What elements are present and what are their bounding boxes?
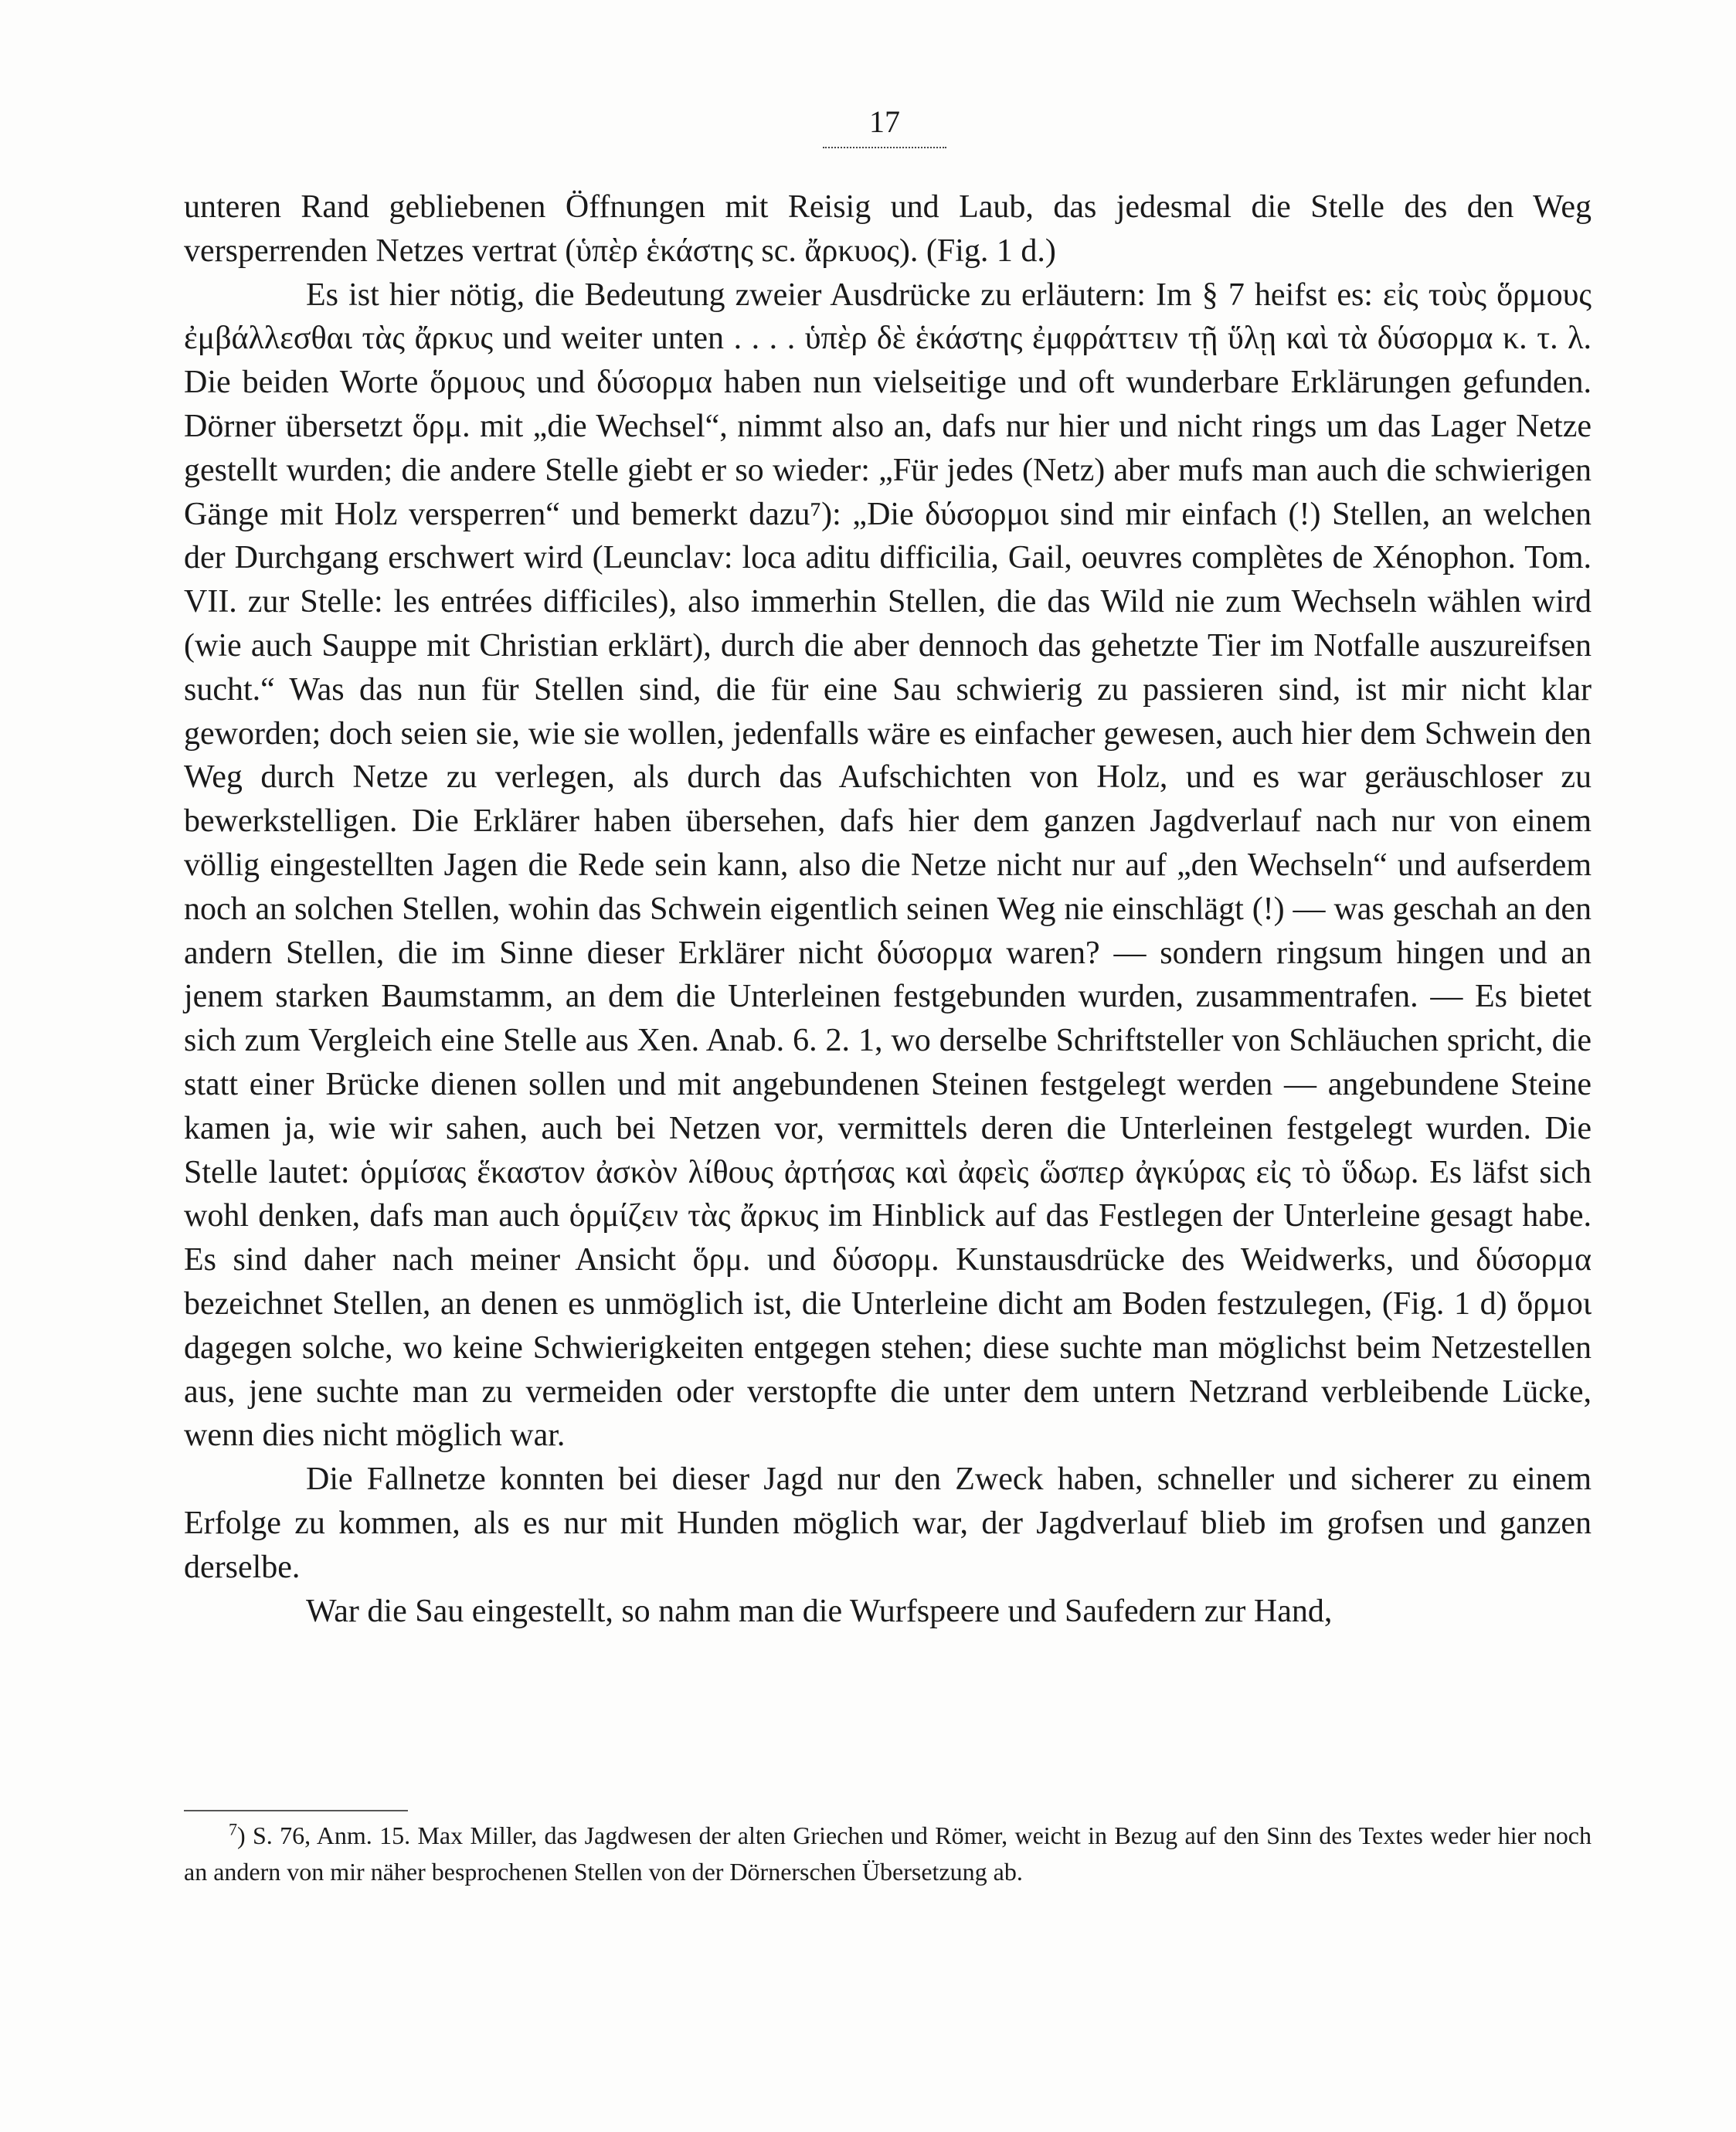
footnote bbox=[184, 1818, 1592, 1890]
paragraph-fallnetze: Die Fallnetze konnten bei dieser Jagd nur den Zweck haben, schneller und sicherer zu einem Erfolge zu kommen, als es nur mit Hunden möglich war, der Jagdverlauf blieb im grofsen und ganzen derselbe. bbox=[184, 1462, 1592, 1585]
paragraph-continuation: unteren Rand gebliebenen Öffnungen mit Reisig und Laub, das jedesmal die Stelle des den Weg versperrenden Netzes vertrat (ὑπὲρ ἑκάστης sc. ἄρκυος). (Fig. 1 d.) bbox=[184, 189, 1592, 269]
footnote-marker: 7 bbox=[229, 1819, 237, 1839]
paragraph-terms: Es ist hier nötig, die Bedeutung zweier Ausdrücke zu erläutern: Im § 7 heifst es: εἰς τοὺς ὅρμους ἐμβάλλεσθαι τὰς ἄρκυς und weiter unten . . . . ὑπὲρ δὲ ἑκάστης ἐμφράττειν τῇ ὕλῃ καὶ τὰ δύσορμα κ. τ. λ. Die beiden Worte ὅρμους und δύσορμα haben nun vielseitige und oft wunderbare Erklärungen gefunden. Dörner übersetzt ὅρμ. mit „die Wechsel“, nimmt also an, dafs nur hier und nicht rings um das Lager Netze gestellt wurden; die andere Stelle giebt er so wieder: „Für jedes (Netz) aber mufs man auch die schwierigen Gänge mit Holz versperren“ und bemerkt dazu⁷): „Die δύσορμοι sind mir einfach (!) Stellen, an welchen der Durchgang erschwert wird (Leunclav: loca aditu difficilia, Gail, oeuvres complètes de Xénophon. Tom. VII. zur Stelle: les entrées difficiles), also immerhin Stellen, die das Wild nie zum Wechseln wählen wird (wie auch Sauppe mit Christian erklärt), durch die aber dennoch das gehetzte Tier im Notfalle auszureifsen sucht.“ Was das nun für Stellen sind, die für eine Sau schwierig zu passieren sind, ist mir nicht klar geworden; doch seien sie, wie sie wollen, jedenfalls wäre es einfacher gewesen, auch hier dem Schwein den Weg durch Netze zu verlegen, als durch das Aufschichten von Holz, und es war geräuschloser zu bewerkstelligen. Die Erklärer haben übersehen, dafs hier dem ganzen Jagdverlauf nach nur von einem völlig eingestellten Jagen die Rede sein kann, also die Netze nicht nur auf „den Wechseln“ und aufserdem noch an solchen Stellen, wohin das Schwein eigentlich seinen Weg nie einschlägt (!) — was geschah an den andern Stellen, die im Sinne dieser Erklärer nicht δύσορμα waren? — sondern ringsum hingen und an jenem starken Baumstamm, an dem die Unterleinen festgebunden wurden, zusammentrafen. — Es bietet sich zum Vergleich eine Stelle aus Xen. Anab. 6. 2. 1, wo derselbe Schriftsteller von Schläuchen spricht, die statt einer Brücke dienen sollen und mit angebundenen Steinen festgelegt werden — angebundene Steine kamen ja, wie wir sahen, auch bei Netzen vor, vermittels deren die Unterleinen festgelegt wurden. Die Stelle lautet: ὁρμίσας ἕκαστον ἀσκὸν λίθους ἀρτήσας καὶ ἀφεὶς ὥσπερ ἀγκύρας εἰς τὸ ὕδωρ. Es läfst sich wohl denken, dafs man auch ὁρμίζειν τὰς ἄρκυς im Hinblick auf das Festlegen der Unterleine gesagt habe. Es sind daher nach meiner Ansicht ὅρμ. und δύσορμ. Kunstausdrücke des Weidwerks, und δύσορμα bezeichnet Stellen, an denen es unmöglich ist, die Unterleine dicht am Boden festzulegen, (Fig. 1 d) ὅρμοι dagegen solche, wo keine Schwierigkeiten entgegen stehen; diese suchte man möglichst beim Netzestellen aus, jene suchte man zu vermeiden oder verstopfte die unter dem untern Netzrand verbleibende Lücke, wenn dies nicht möglich war. bbox=[184, 277, 1592, 1454]
paragraph-sau: War die Sau eingestellt, so nahm man die Wurfspeere und Saufedern zur Hand, bbox=[306, 1593, 1333, 1629]
main-text bbox=[184, 185, 1592, 1633]
footnote-divider bbox=[184, 1810, 408, 1811]
footnote-text: ) S. 76, Anm. 15. Max Miller, das Jagdwesen der alten Griechen und Römer, weicht in Bezug auf den Sinn des Textes weder hier noch an andern von mir näher besprochenen Stellen von der Dörnerschen Übersetzung ab. bbox=[184, 1821, 1592, 1886]
page-number: 17 bbox=[823, 102, 946, 148]
